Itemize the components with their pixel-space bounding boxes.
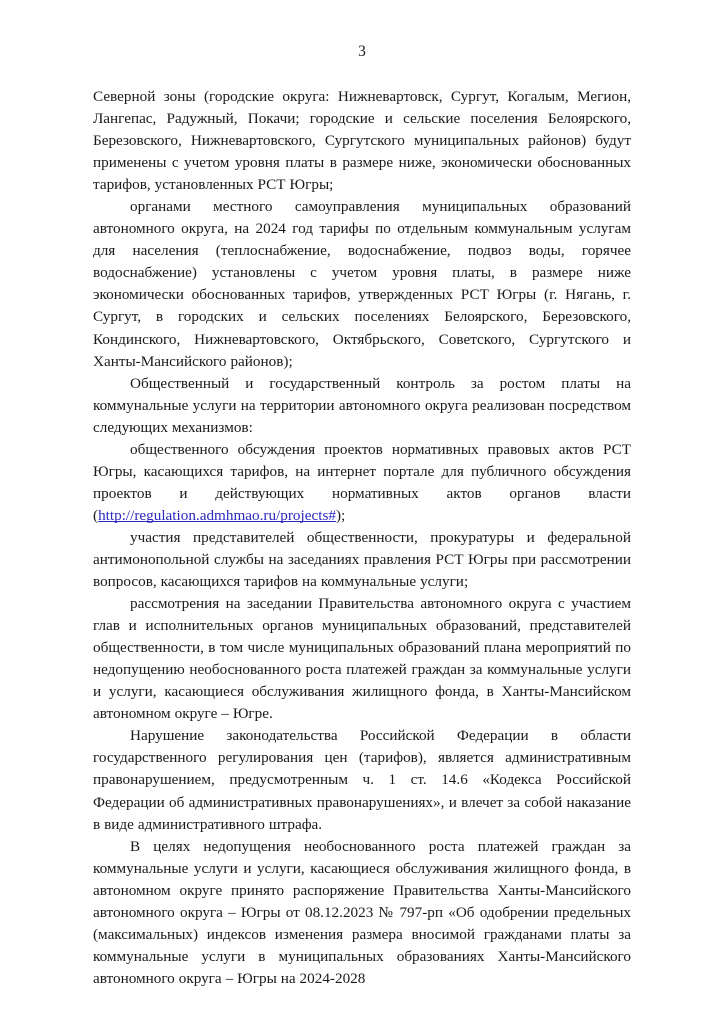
paragraph-local-self-government: органами местного самоуправления муниципальных образований автономного округа, на 2024 год тарифы по отдельным коммунальным услугам для населения (теплоснабжение, водоснабжение, подвоз воды, горячее водоснабжение) установлены с учетом уровня платы, в размере ниже экономически обоснованных тарифов, утвержденных РСТ Югры (г. Нягань, г. Сургут, в городских и сельских поселениях Белоярского, Березовского, Кондинского, Нижневартовского, Октябрьского, Советского, Сургутского и Ханты-Мансийского районов); <box>93 198 631 370</box>
paragraph-public-state-control: Общественный и государственный контроль за ростом платы на коммунальные услуги на территории автономного округа реализован посредством следующих механизмов: <box>93 374 631 436</box>
paragraph-participation: участия представителей общественности, прокуратуры и федеральной антимонопольной службы на заседаниях правления РСТ Югры при рассмотрении вопросов, касающихся тарифов на коммунальные услуги; <box>93 528 631 591</box>
paragraph-public-discussion-prefix: общественного обсуждения проектов нормативных правовых актов РСТ Югры, касающихся тарифов, на интернет портале для публичного обсуждения проектов и действующих нормативных актов органов власти ( <box>93 440 631 524</box>
regulation-portal-link[interactable]: http://regulation.admhmao.ru/projects# <box>98 506 336 524</box>
paragraph-northern-zone: Северной зоны (городские округа: Нижневартовск, Сургут, Когалым, Мегион, Лангепас, Радужный, Покачи; городские и сельские поселения Белоярского, Березовского, Нижневартовского, Сургутского муниципальных районов) будут применены с учетом уровня платы в размере ниже, экономически обоснованных тарифов, установленных РСТ Югры; <box>93 88 631 194</box>
paragraph-violation: Нарушение законодательства Российской Федерации в области государственного регулирования цен (тарифов), является административным правонарушением, предусмотренным ч. 1 ст. 14.6 «Кодекса Российской Федерации об административных правонарушениях», и влечет за собой наказание в виде административного штрафа. <box>93 727 631 833</box>
paragraph-government-session: рассмотрения на заседании Правительства автономного округа с участием глав и исполнительных органов муниципальных образований, представителей общественности, в том числе муниципальных образований плана мероприятий по недопущению необоснованного роста платежей граждан за коммунальные услуги и услуги, касающиеся обслуживания жилищного фонда, в Ханты-Мансийском автономном округе – Югре. <box>93 595 631 723</box>
paragraph-in-order-to-prevent: В целях недопущения необоснованного роста платежей граждан за коммунальные услуги и услуги, касающиеся обслуживания жилищного фонда, в автономном округе принято распоряжение Правительства Ханты-Мансийского автономного округа – Югры от 08.12.2023 № 797-рп «Об одобрении предельных (максимальных) индексов изменения размера вносимой гражданами платы за коммунальные услуги в муниципальных образованиях Ханты-Мансийского автономного округа – Югры на 2024-2028 <box>93 837 631 987</box>
paragraph-public-discussion-suffix: ); <box>335 506 346 524</box>
body-text-column <box>93 86 631 990</box>
page-number: 3 <box>358 43 366 60</box>
paragraph-public-discussion <box>93 439 631 527</box>
